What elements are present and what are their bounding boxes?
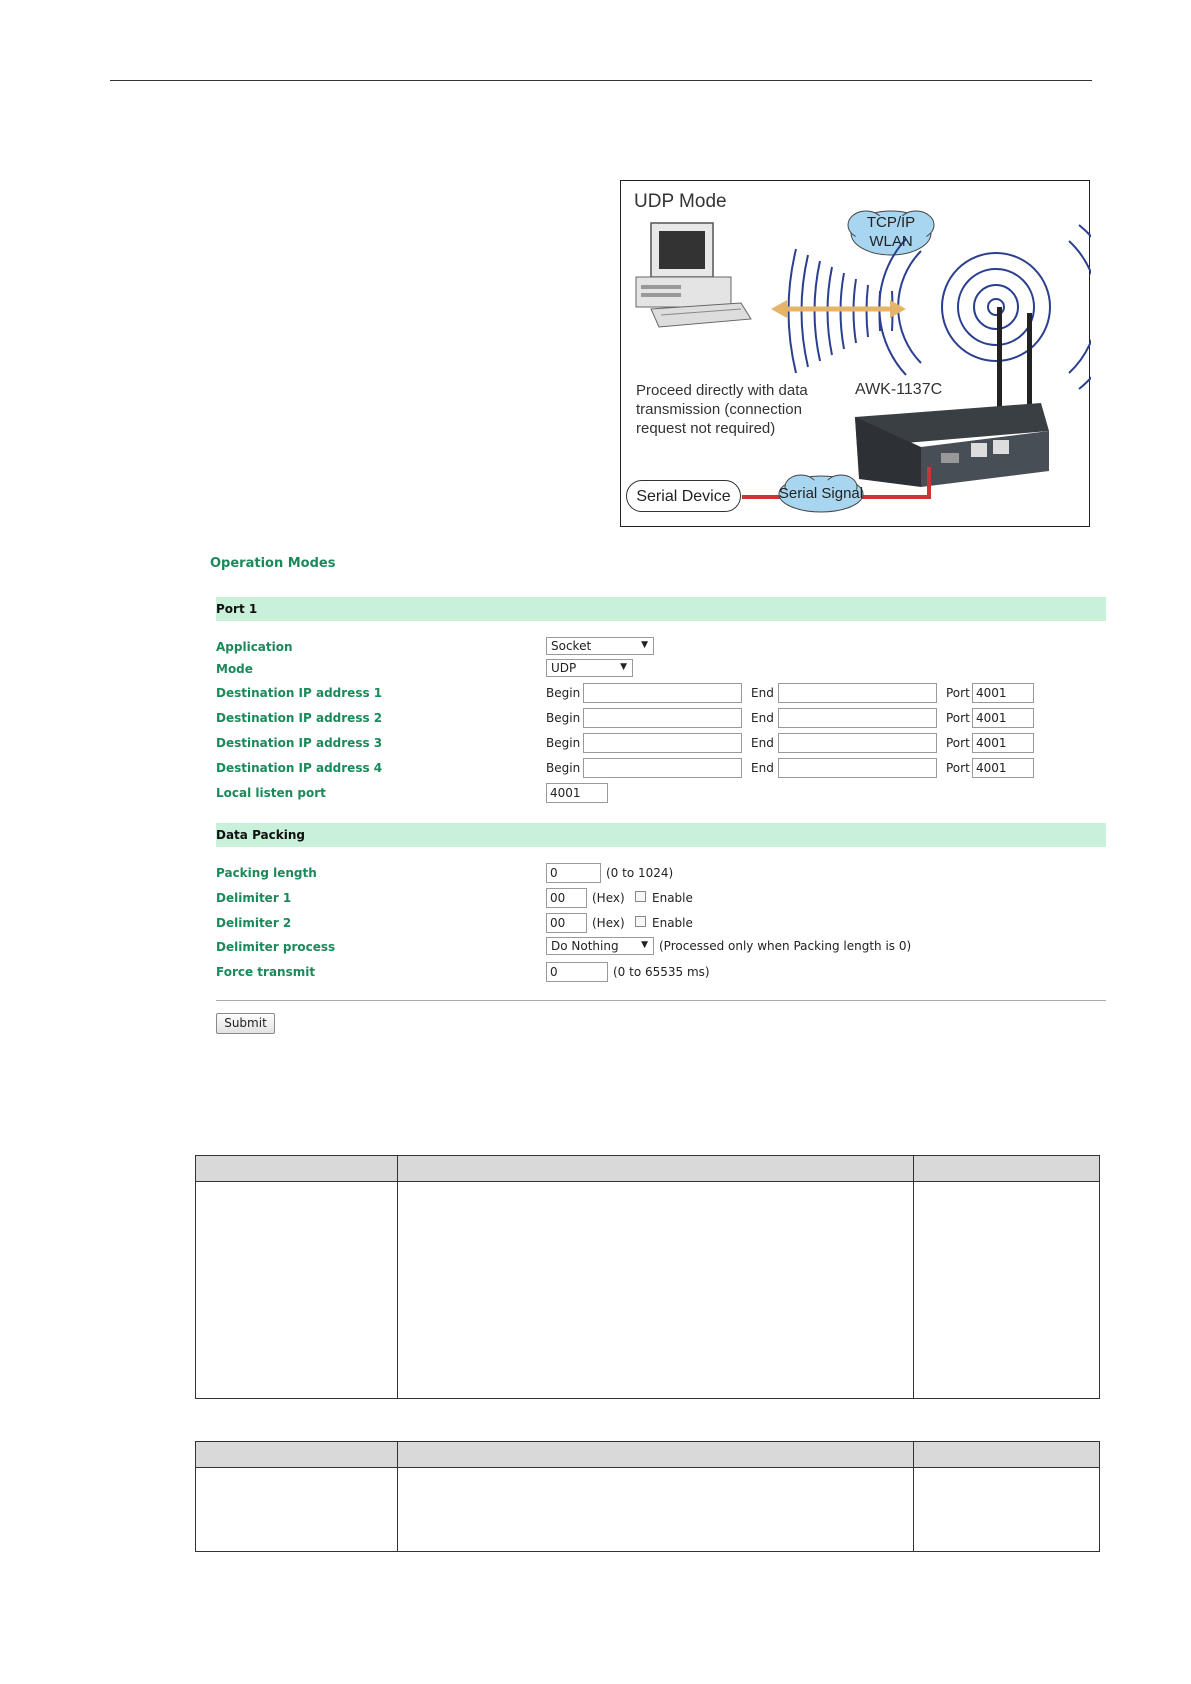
packing-length-row [216, 862, 1106, 884]
packing-length-label: Packing length [216, 866, 317, 880]
local-listen-port-input[interactable]: 4001 [546, 783, 608, 803]
table-column-divider [397, 1442, 398, 1551]
local-listen-port-row [216, 782, 1106, 804]
destination-label: Destination IP address 2 [216, 711, 383, 725]
delimiter-2-row [216, 912, 1106, 934]
end-label: End [751, 761, 774, 775]
application-value: Socket [551, 639, 592, 653]
destination-port-input[interactable]: 4001 [972, 733, 1034, 753]
destination-end-input[interactable] [778, 708, 937, 728]
destination-end-input[interactable] [778, 683, 937, 703]
destination-label: Destination IP address 1 [216, 686, 383, 700]
destination-end-input[interactable] [778, 758, 937, 778]
destination-label: Destination IP address 3 [216, 736, 383, 750]
port-label: Port [946, 711, 970, 725]
force-transmit-row [216, 961, 1106, 983]
packing-length-input[interactable]: 0 [546, 863, 601, 883]
application-label: Application [216, 640, 293, 654]
application-select[interactable] [546, 637, 654, 655]
packing-length-hint: (0 to 1024) [606, 866, 674, 880]
application-row [216, 636, 1106, 658]
begin-label: Begin [546, 736, 581, 750]
delimiter-2-label: Delimiter 2 [216, 916, 292, 930]
form-divider [216, 1000, 1106, 1001]
port-label: Port [946, 761, 970, 775]
delimiter-1-row [216, 887, 1106, 909]
cloud-label-line1: TCP/IP [866, 214, 916, 231]
destination-row-3 [216, 732, 1106, 754]
destination-begin-input[interactable] [583, 708, 742, 728]
destination-row-4 [216, 757, 1106, 779]
submit-button[interactable]: Submit [216, 1013, 275, 1034]
cloud-label-line2: WLAN [869, 233, 913, 250]
delimiter-process-value: Do Nothing [551, 939, 619, 953]
serial-device-label: Serial Device [626, 480, 741, 512]
chevron-down-icon: ▼ [641, 940, 648, 950]
destination-port-input[interactable]: 4001 [972, 758, 1034, 778]
delimiter-1-label: Delimiter 1 [216, 891, 292, 905]
chevron-down-icon: ▼ [641, 640, 648, 650]
port-section-title: Port 1 [216, 602, 258, 616]
table-column-divider [913, 1156, 914, 1398]
delimiter-process-row [216, 936, 1106, 958]
cloud-label [851, 213, 931, 251]
delimiter-process-label: Delimiter process [216, 940, 336, 954]
mode-select[interactable] [546, 659, 633, 677]
form-title: Operation Modes [210, 556, 336, 571]
end-label: End [751, 686, 774, 700]
table-header-row [196, 1442, 1099, 1468]
port-label: Port [946, 686, 970, 700]
table-column-divider [913, 1442, 914, 1551]
destination-port-input[interactable]: 4001 [972, 683, 1034, 703]
port-section-header [216, 597, 1106, 621]
destination-row-2 [216, 707, 1106, 729]
destination-label: Destination IP address 4 [216, 761, 383, 775]
udp-mode-diagram [620, 180, 1090, 527]
port-label: Port [946, 736, 970, 750]
bidirectional-arrow [771, 300, 906, 318]
end-label: End [751, 736, 774, 750]
data-packing-section-header [216, 823, 1106, 847]
device-model-label: AWK-1137C [855, 381, 943, 398]
force-transmit-hint: (0 to 65535 ms) [613, 965, 710, 979]
delimiter-1-enable-label: Enable [652, 891, 693, 905]
begin-label: Begin [546, 761, 581, 775]
parameter-table-2 [195, 1441, 1100, 1552]
mode-row [216, 658, 1106, 680]
destination-port-input[interactable]: 4001 [972, 708, 1034, 728]
destination-row-1 [216, 682, 1106, 704]
delimiter-2-input[interactable]: 00 [546, 913, 587, 933]
chevron-down-icon: ▼ [620, 662, 627, 672]
delimiter-2-hex-label: (Hex) [592, 916, 625, 930]
diagram-description: Proceed directly with data transmission (connection request not required) [636, 382, 808, 437]
delimiter-2-enable-label: Enable [652, 916, 693, 930]
begin-label: Begin [546, 686, 581, 700]
end-label: End [751, 711, 774, 725]
serial-signal-label: Serial Signal [778, 485, 864, 502]
destination-begin-input[interactable] [583, 758, 742, 778]
mode-value: UDP [551, 661, 577, 675]
delimiter-1-input[interactable]: 00 [546, 888, 587, 908]
begin-label: Begin [546, 711, 581, 725]
computer-icon [636, 223, 751, 327]
delimiter-process-hint: (Processed only when Packing length is 0) [659, 939, 912, 953]
data-packing-section-title: Data Packing [216, 828, 305, 842]
delimiter-2-enable-checkbox[interactable] [635, 916, 646, 927]
local-listen-port-label: Local listen port [216, 786, 326, 800]
mode-label: Mode [216, 662, 253, 676]
header-rule [110, 80, 1092, 81]
parameter-table-1 [195, 1155, 1100, 1399]
force-transmit-input[interactable]: 0 [546, 962, 608, 982]
delimiter-process-select[interactable] [546, 937, 654, 955]
force-transmit-label: Force transmit [216, 965, 316, 979]
destination-begin-input[interactable] [583, 683, 742, 703]
delimiter-1-hex-label: (Hex) [592, 891, 625, 905]
table-header-row [196, 1156, 1099, 1182]
destination-end-input[interactable] [778, 733, 937, 753]
delimiter-1-enable-checkbox[interactable] [635, 891, 646, 902]
table-column-divider [397, 1156, 398, 1398]
destination-begin-input[interactable] [583, 733, 742, 753]
diagram-title: UDP Mode [634, 191, 727, 212]
